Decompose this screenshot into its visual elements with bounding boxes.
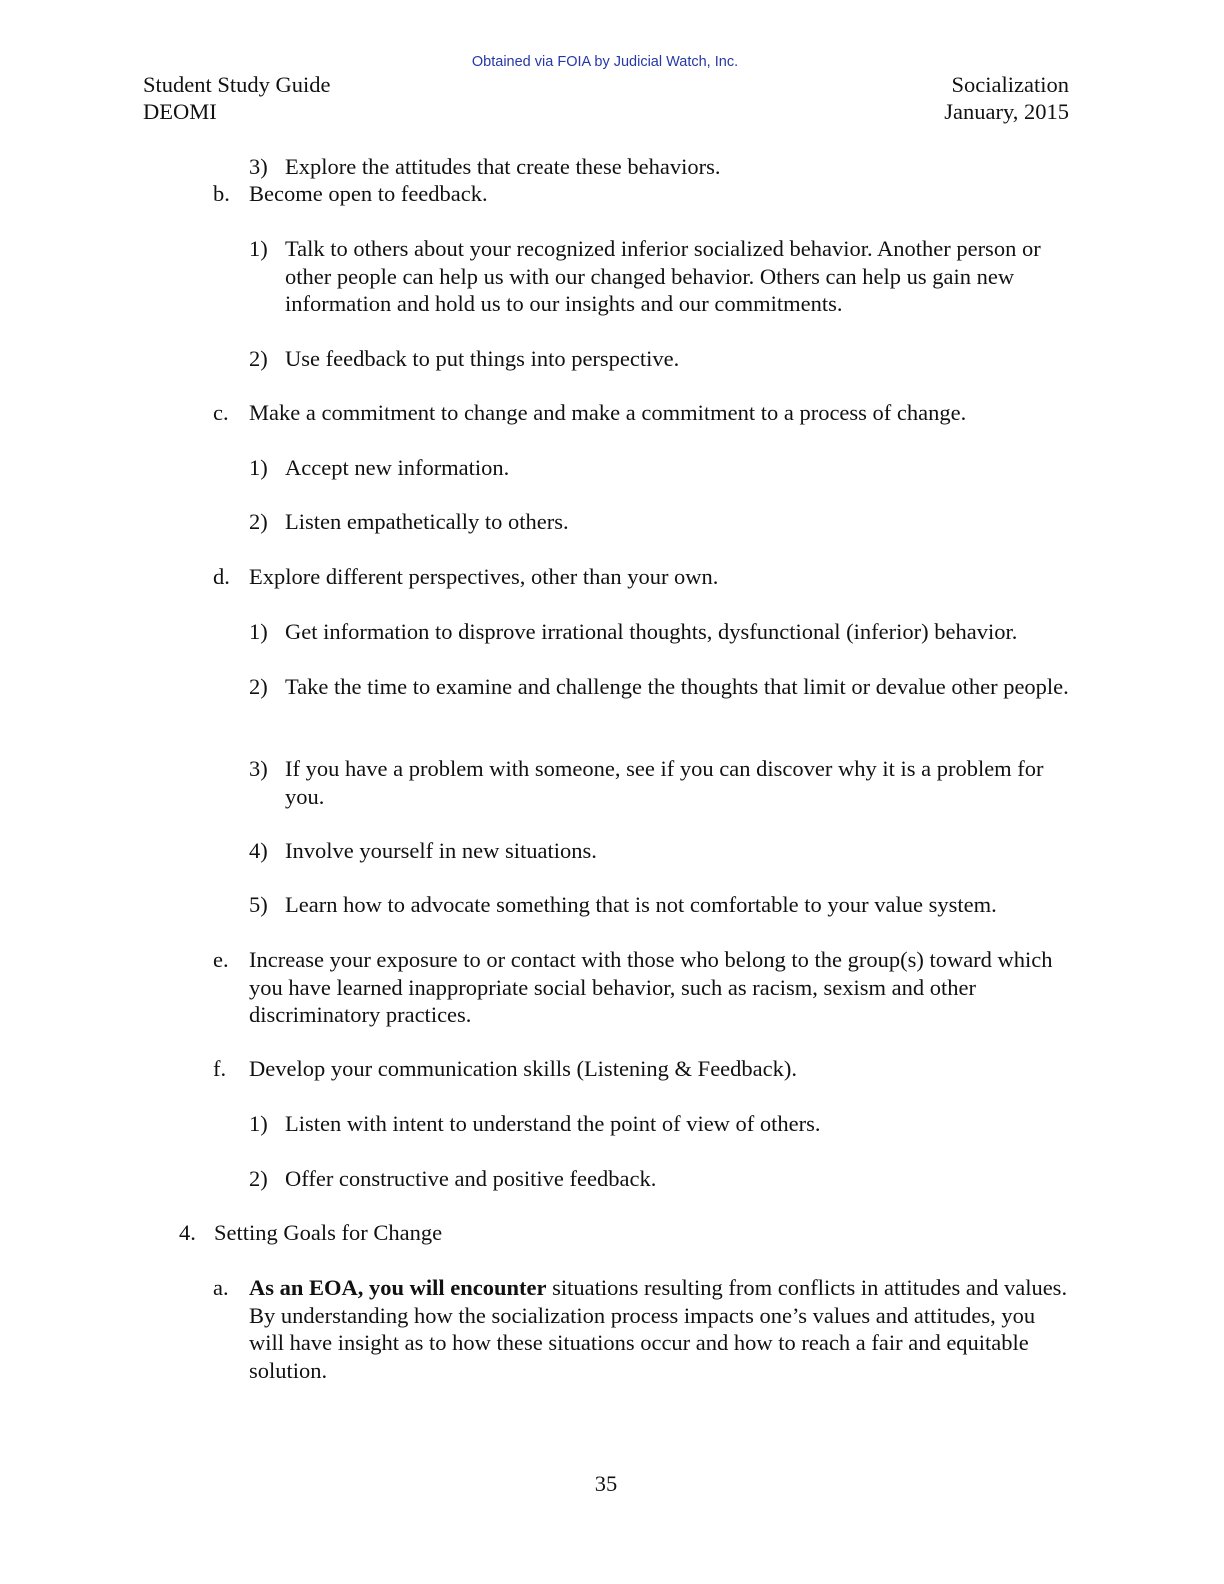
list-marker: 4) [249,838,268,863]
list-text: Accept new information. [285,455,510,480]
bold-lead-text: As an EOA, you will encounter [249,1275,547,1300]
list-item [249,235,1069,318]
list-text: If you have a problem with someone, see if you can discover why it is a problem for you. [285,756,1044,809]
list-text: Explore the attitudes that create these behaviors. [285,154,721,179]
list-item [213,399,1069,427]
list-text: Take the time to examine and challenge the thoughts that limit or devalue other people. [285,674,1069,699]
list-item [249,454,1069,482]
section-heading [179,1219,1069,1247]
list-text: Involve yourself in new situations. [285,838,597,863]
list-marker: 2) [249,1166,268,1191]
list-text: Talk to others about your recognized inferior socialized behavior. Another person or other people can help us with our changed behavior. Others can help us gain new information and hold us to our insights and our commitments. [285,236,1041,316]
list-marker: 2) [249,346,268,371]
list-marker: 1) [249,1111,268,1136]
list-marker: 2) [249,509,268,534]
list-marker: 4. [179,1220,196,1245]
header-organization: DEOMI [143,99,217,124]
list-marker: 2) [249,674,268,699]
list-marker: a. [213,1275,229,1300]
list-item [249,618,1069,646]
list-item [249,1165,1069,1193]
list-item [213,1055,1069,1083]
list-item [249,508,1069,536]
list-text: Explore different perspectives, other than your own. [249,564,719,589]
list-item [249,345,1069,373]
header-right [944,71,1069,125]
list-item [249,153,1069,181]
list-item [213,563,1069,591]
list-marker: f. [213,1056,227,1081]
foia-stamp: Obtained via FOIA by Judicial Watch, Inc. [471,54,739,70]
list-item [213,180,1069,208]
header-date: January, 2015 [944,99,1069,124]
list-item [249,891,1069,919]
list-text: Listen empathetically to others. [285,509,569,534]
list-marker: c. [213,400,229,425]
list-marker: 1) [249,455,268,480]
list-marker: 3) [249,756,268,781]
list-marker: 1) [249,236,268,261]
list-text: Develop your communication skills (Listening & Feedback). [249,1056,798,1081]
header-left [143,71,331,125]
list-text [249,1274,1069,1384]
list-marker: b. [213,181,230,206]
header-section: Socialization [951,72,1069,97]
list-text: Make a commitment to change and make a commitment to a process of change. [249,400,967,425]
list-text: Listen with intent to understand the point of view of others. [285,1111,821,1136]
list-item [213,946,1069,1029]
page-number: 35 [594,1471,618,1496]
list-text: Become open to feedback. [249,181,488,206]
list-text: Offer constructive and positive feedback. [285,1166,657,1191]
header-doc-title: Student Study Guide [143,72,331,97]
list-text: Get information to disprove irrational thoughts, dysfunctional (inferior) behavior. [285,619,1018,644]
list-text: Learn how to advocate something that is not comfortable to your value system. [285,892,997,917]
list-item [249,673,1069,701]
list-marker: 5) [249,892,268,917]
list-item [213,1274,1069,1384]
list-item [249,1110,1069,1138]
list-marker: 3) [249,154,268,179]
list-text: Setting Goals for Change [214,1220,443,1245]
list-text: Use feedback to put things into perspective. [285,346,680,371]
list-text-rest: situations resulting from conflicts in attitudes and values. By understanding how the socialization process impacts one’s values and attitudes, you will have insight as to how these situations occur and how to reach a fair and equitable solution. [249,1275,1068,1383]
list-marker: d. [213,564,230,589]
list-item [249,755,1069,810]
list-marker: 1) [249,619,268,644]
list-item [249,837,1069,865]
list-marker: e. [213,947,229,972]
list-text: Increase your exposure to or contact with those who belong to the group(s) toward which you have learned inappropriate social behavior, such as racism, sexism and other discriminatory practices. [249,947,1053,1027]
